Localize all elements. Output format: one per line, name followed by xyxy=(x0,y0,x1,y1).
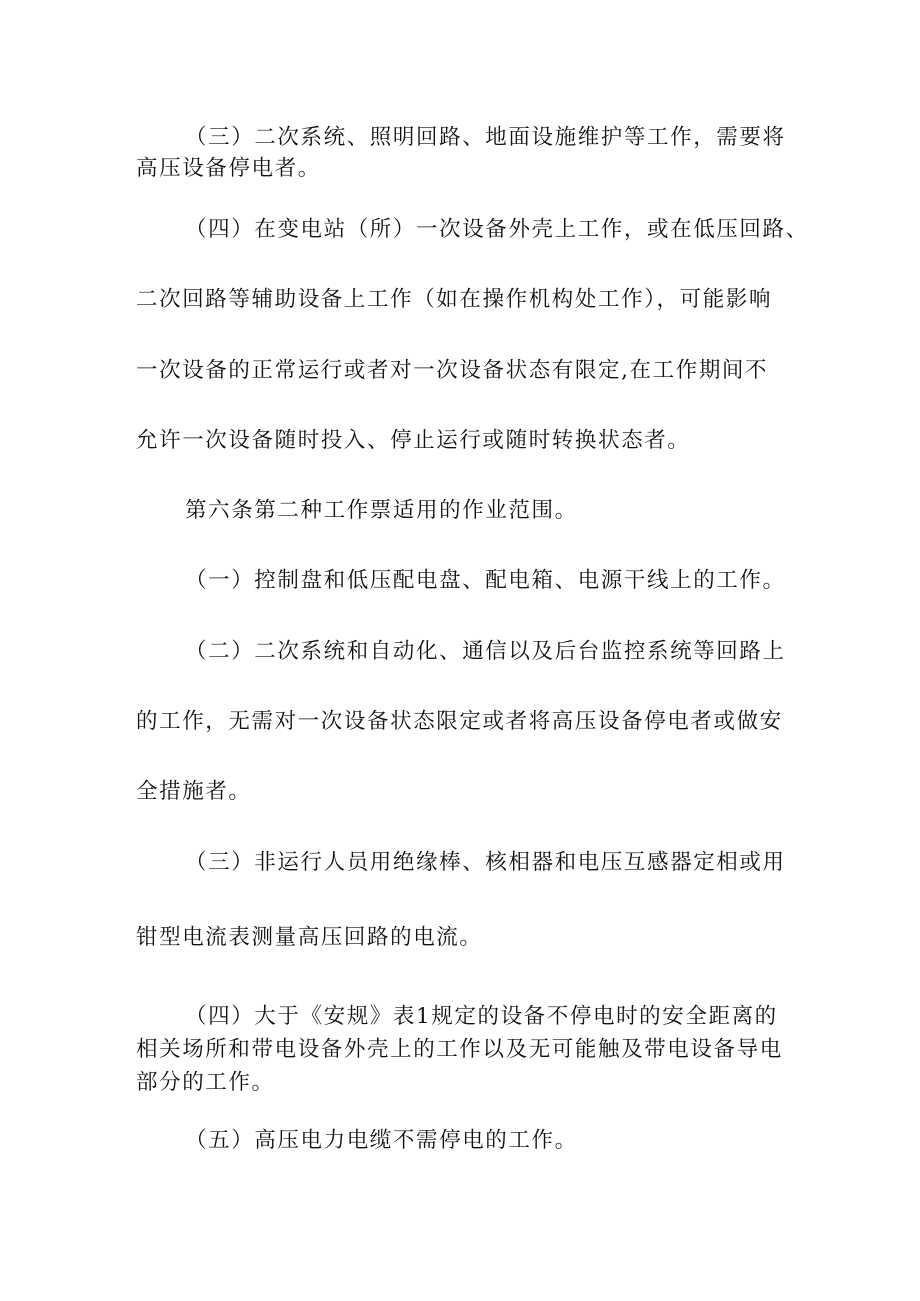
paragraph-line-10: 的工作，无需对一次设备状态限定或者将高压设备停电者或做安 xyxy=(136,709,783,734)
paragraph-line-6: 允许一次设备随时投入、停止运行或随时转换状态者。 xyxy=(136,428,691,453)
paragraph-line-17: （五）高压电力电缆不需停电的工作。 xyxy=(185,1128,578,1153)
paragraph-line-16: 部分的工作。 xyxy=(136,1070,275,1095)
paragraph-line-15: 相关场所和带电设备外壳上的工作以及无可能触及带电设备导电 xyxy=(136,1037,783,1062)
paragraph-line-13: 钳型电流表测量高压回路的电流。 xyxy=(136,925,483,950)
paragraph-line-9: （二）二次系统和自动化、通信以及后台监控系统等回路上 xyxy=(185,639,786,664)
paragraph-line-11: 全措施者。 xyxy=(136,779,252,804)
paragraph-line-2: 高压设备停电者。 xyxy=(136,156,321,181)
paragraph-line-4: 二次回路等辅助设备上工作（如在操作机构处工作），可能影响 xyxy=(136,287,773,312)
section-heading: 第六条第二种工作票适用的作业范围。 xyxy=(185,498,578,523)
paragraph-line-14: （四）大于《安规》表1规定的设备不停电时的安全距离的 xyxy=(185,1004,778,1029)
paragraph-line-3: （四）在变电站（所）一次设备外壳上工作，或在低压回路、 xyxy=(185,217,809,242)
paragraph-line-12: （三）非运行人员用绝缘棒、核相器和电压互感器定相或用 xyxy=(185,850,786,875)
paragraph-line-1: （三）二次系统、照明回路、地面设施维护等工作，需要将 xyxy=(185,125,786,150)
paragraph-line-5: 一次设备的正常运行或者对一次设备状态有限定,在工作期间不 xyxy=(136,358,769,383)
paragraph-line-8: （一）控制盘和低压配电盘、配电箱、电源干线上的工作。 xyxy=(185,568,786,593)
